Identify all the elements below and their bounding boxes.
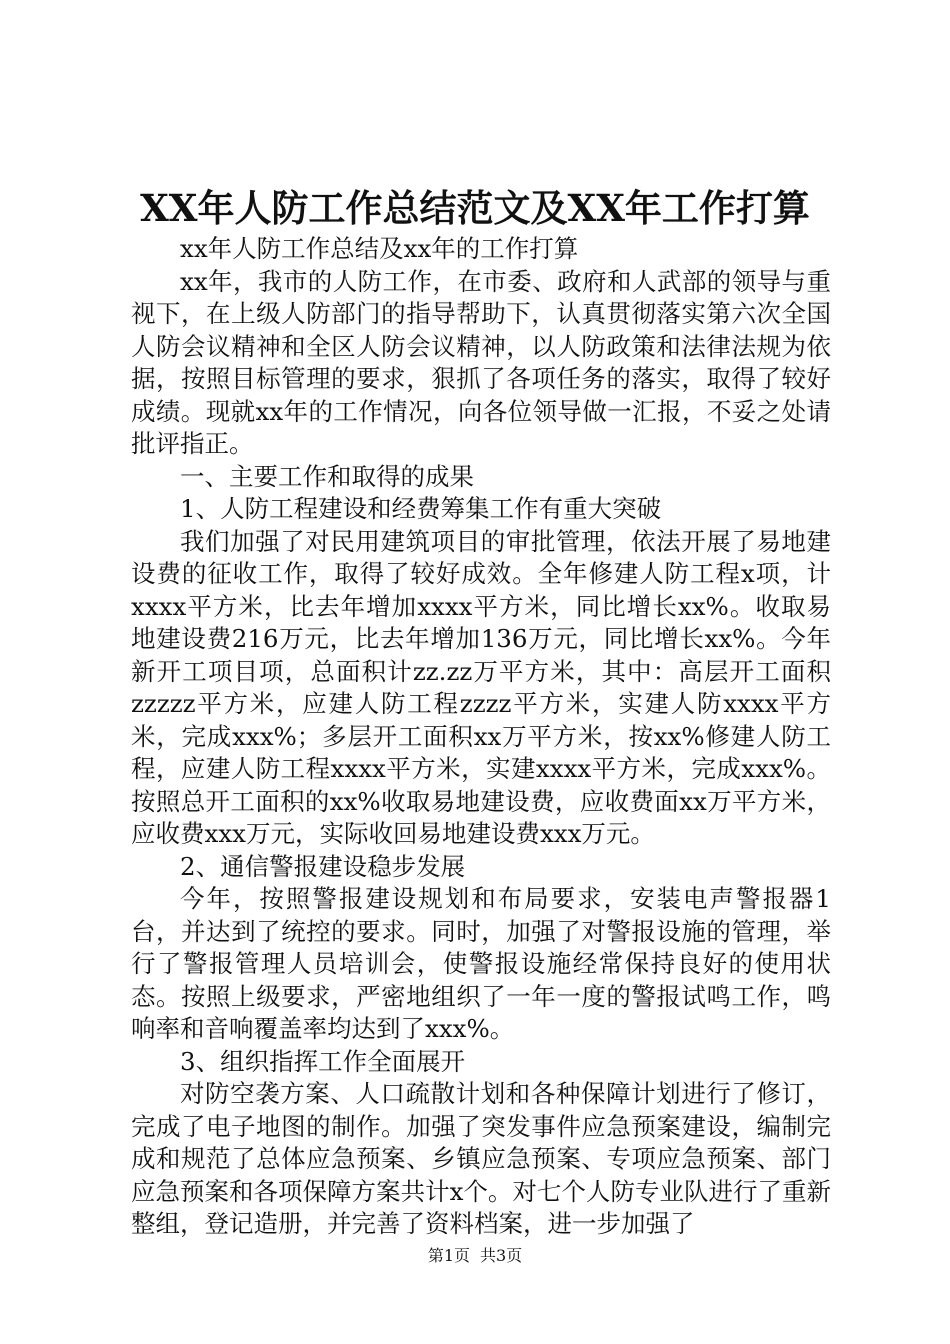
paragraph-command: 对防空袭方案、人口疏散计划和各种保障计划进行了修订，完成了电子地图的制作。加强了突发事件应急预案建设，编制完成和规范了总体应急预案、乡镇应急预案、专项应急预案、部门应急预案和各项保障方案共计x个。对七个人防专业队进行了重新整组，登记造册，并完善了资料档案，进一步加强了 xyxy=(131,1079,831,1238)
document-title: XX年人防工作总结范文及XX年工作打算 xyxy=(140,186,810,230)
intro-paragraph: xx年，我市的人防工作，在市委、政府和人武部的领导与重视下，在上级人防部门的指导帮助下，认真贯彻落实第六次全国人防会议精神和全区人防会议精神，以人防政策和法律法规为依据，按照目标管理的要求，狠抓了各项任务的落实，取得了较好成绩。现就xx年的工作情况，向各位领导做一汇报，不妥之处请批评指正。 xyxy=(131,266,831,458)
section-heading-main-work: 一、主要工作和取得的成果 xyxy=(180,461,474,491)
page-footer xyxy=(0,1244,950,1268)
subsection-heading-1: 1、人防工程建设和经费筹集工作有重大突破 xyxy=(180,494,662,523)
paragraph-alarm: 今年，按照警报建设规划和布局要求，安装电声警报器1台，并达到了统控的要求。同时，加强了对警报设施的管理，举行了警报管理人员培训会，使警报设施经常保持良好的使用状态。按照上级要求，严密地组织了一年一度的警报试鸣工作，鸣响率和音响覆盖率均达到了xxx%。 xyxy=(131,884,831,1043)
paragraph-engineering: 我们加强了对民用建筑项目的审批管理，依法开展了易地建设费的征收工作，取得了较好成效。全年修建人防工程x项，计xxxx平方米，比去年增加xxxx平方米，同比增长xx%。收取易地建设费216万元，比去年增加136万元，同比增长xx%。今年新开工项目项，总面积计zz.zz万平方米，其中：高层开工面积zzzzz平方米，应建人防工程zzzz平方米，实建人防xxxx平方米，完成xxx%；多层开工面积xx万平方米，按xx%修建人防工程，应建人防工程xxxx平方米，实建xxxx平方米，完成xxx%。按照总开工面积的xx%收取易地建设费，应收费面xx万平方米，应收费xxx万元，实际收回易地建设费xxx万元。 xyxy=(131,526,831,848)
page-number: 第1页 xyxy=(427,1246,470,1265)
subtitle: xx年人防工作总结及xx年的工作打算 xyxy=(180,234,579,263)
subsection-heading-3: 3、组织指挥工作全面展开 xyxy=(180,1046,466,1076)
subsection-heading-2: 2、通信警报建设稳步发展 xyxy=(180,851,466,881)
page-total: 共3页 xyxy=(480,1246,523,1265)
document-body xyxy=(131,233,831,1241)
